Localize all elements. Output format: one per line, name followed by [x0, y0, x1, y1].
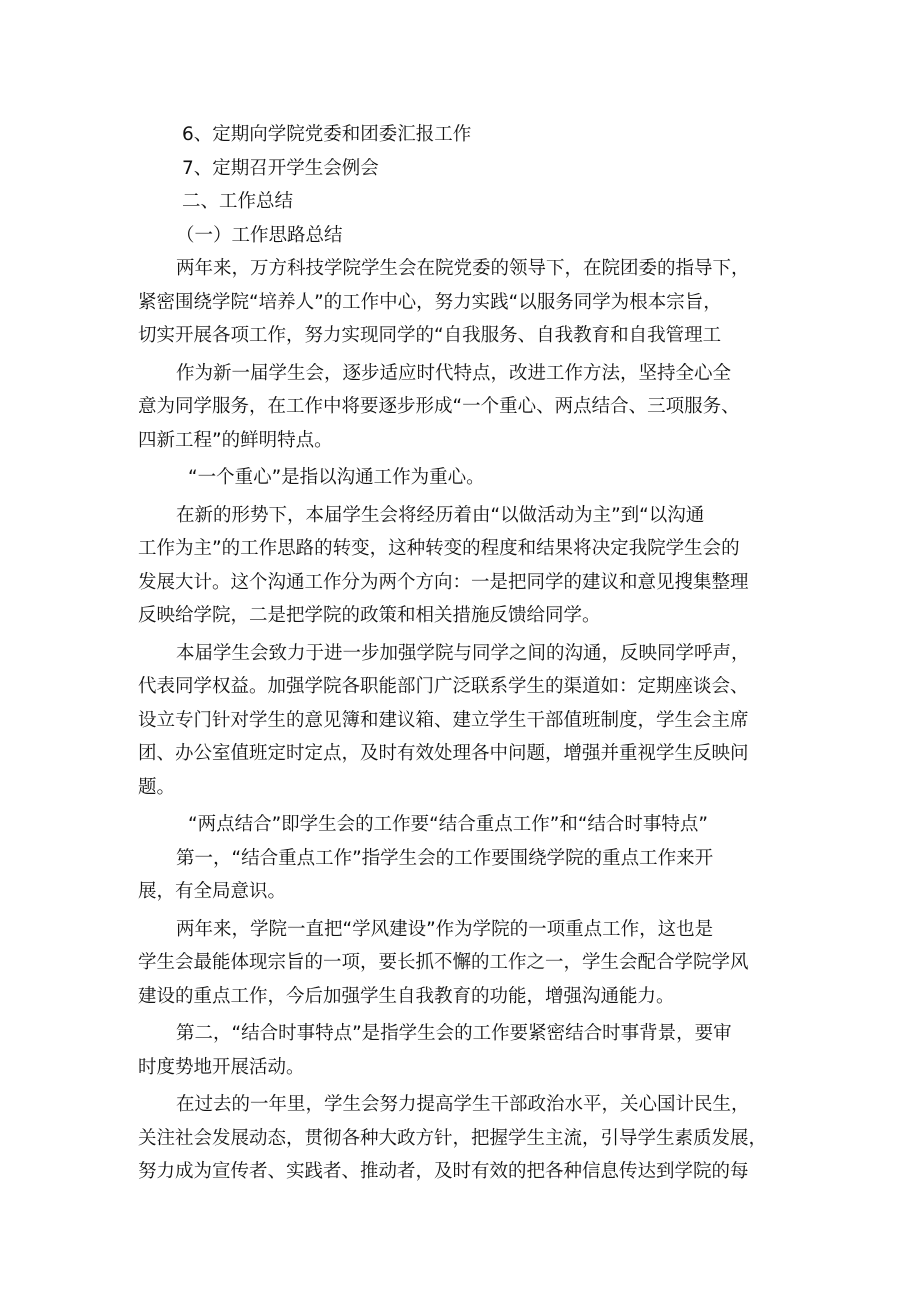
paragraph-line: 时度势地开展活动。 — [138, 1056, 305, 1078]
paragraph-line: 四新工程”的鲜明特点。 — [138, 429, 333, 451]
paragraph-line: 在过去的一年里，学生会努力提高学生干部政治水平，关心国计民生， — [176, 1094, 750, 1115]
paragraph-line: 第二，“结合时事特点”是指学生会的工作要紧密结合时事背景，要审 — [176, 1023, 732, 1044]
paragraph-line: 紧密围绕学院“培养人”的工作中心，努力实践“以服务同学为根本宗旨， — [138, 291, 722, 313]
subsection-heading: （一）工作思路总结 — [176, 224, 343, 246]
paragraph-line: 设立专门针对学生的意见簿和建议箱、建立学生干部值班制度，学生会主席 — [138, 709, 749, 731]
paragraph-line: 本届学生会致力于进一步加强学院与同学之间的沟通，反映同学呼声， — [176, 642, 750, 664]
section-heading: 二、工作总结 — [182, 191, 294, 212]
paragraph-line: 反映给学院，二是把学院的政策和相关措施反馈给同学。 — [138, 605, 601, 626]
paragraph-line: 意为同学服务，在工作中将要逐步形成“一个重心、两点结合、三项服务、 — [138, 396, 740, 417]
paragraph-line: 两年来，学院一直把“学风建设”作为学院的一项重点工作，这也是 — [176, 918, 714, 940]
paragraph-line: 关注社会发展动态，贯彻各种大政方针，把握学生主流，引导学生素质发展， — [138, 1127, 768, 1149]
paragraph-line: 展，有全局意识。 — [138, 881, 287, 902]
list-item: 7、定期召开学生会例会 — [182, 157, 379, 179]
paragraph-line: 作为新一届学生会，逐步适应时代特点，改进工作方法，坚持全心全 — [176, 362, 732, 384]
paragraph-line: 建设的重点工作，今后加强学生自我教育的功能，增强沟通能力。 — [138, 985, 675, 1007]
paragraph-line: 两年来，万方科技学院学生会在院党委的领导下，在院团委的指导下， — [176, 258, 750, 279]
paragraph-line: 学生会最能体现宗旨的一项，要长抓不懈的工作之一，学生会配合学院学风 — [138, 952, 749, 973]
paragraph-line: 切实开展各项工作，努力实现同学的“自我服务、自我教育和自我管理工 — [138, 325, 722, 346]
paragraph-line: 题。 — [138, 776, 176, 798]
paragraph-line: 工作为主”的工作思路的转变，这种转变的程度和结果将决定我院学生会的 — [138, 538, 740, 559]
paragraph-line: “一个重心”是指以沟通工作为重心。 — [188, 467, 485, 488]
paragraph-line: 第一，“结合重点工作”指学生会的工作要围绕学院的重点工作来开 — [176, 847, 714, 869]
paragraph-line: 发展大计。这个沟通工作分为两个方向：一是把同学的建议和意见搜集整理 — [138, 571, 749, 593]
paragraph-line: 在新的形势下，本届学生会将经历着由“以做活动为主”到“以沟通 — [176, 504, 705, 526]
paragraph-line: “两点结合”即学生会的工作要“结合重点工作”和“结合时事特点” — [188, 814, 709, 835]
paragraph-line: 代表同学权益。加强学院各职能部门广泛联系学生的渠道如：定期座谈会、 — [138, 676, 749, 697]
paragraph-line: 努力成为宣传者、实践者、推动者，及时有效的把各种信息传达到学院的每 — [138, 1161, 749, 1182]
document-body — [138, 118, 794, 1189]
list-item: 6、定期向学院党委和团委汇报工作 — [182, 124, 472, 145]
paragraph-line: 团、办公室值班定时定点，及时有效处理各中问题，增强并重视学生反映问 — [138, 743, 749, 764]
